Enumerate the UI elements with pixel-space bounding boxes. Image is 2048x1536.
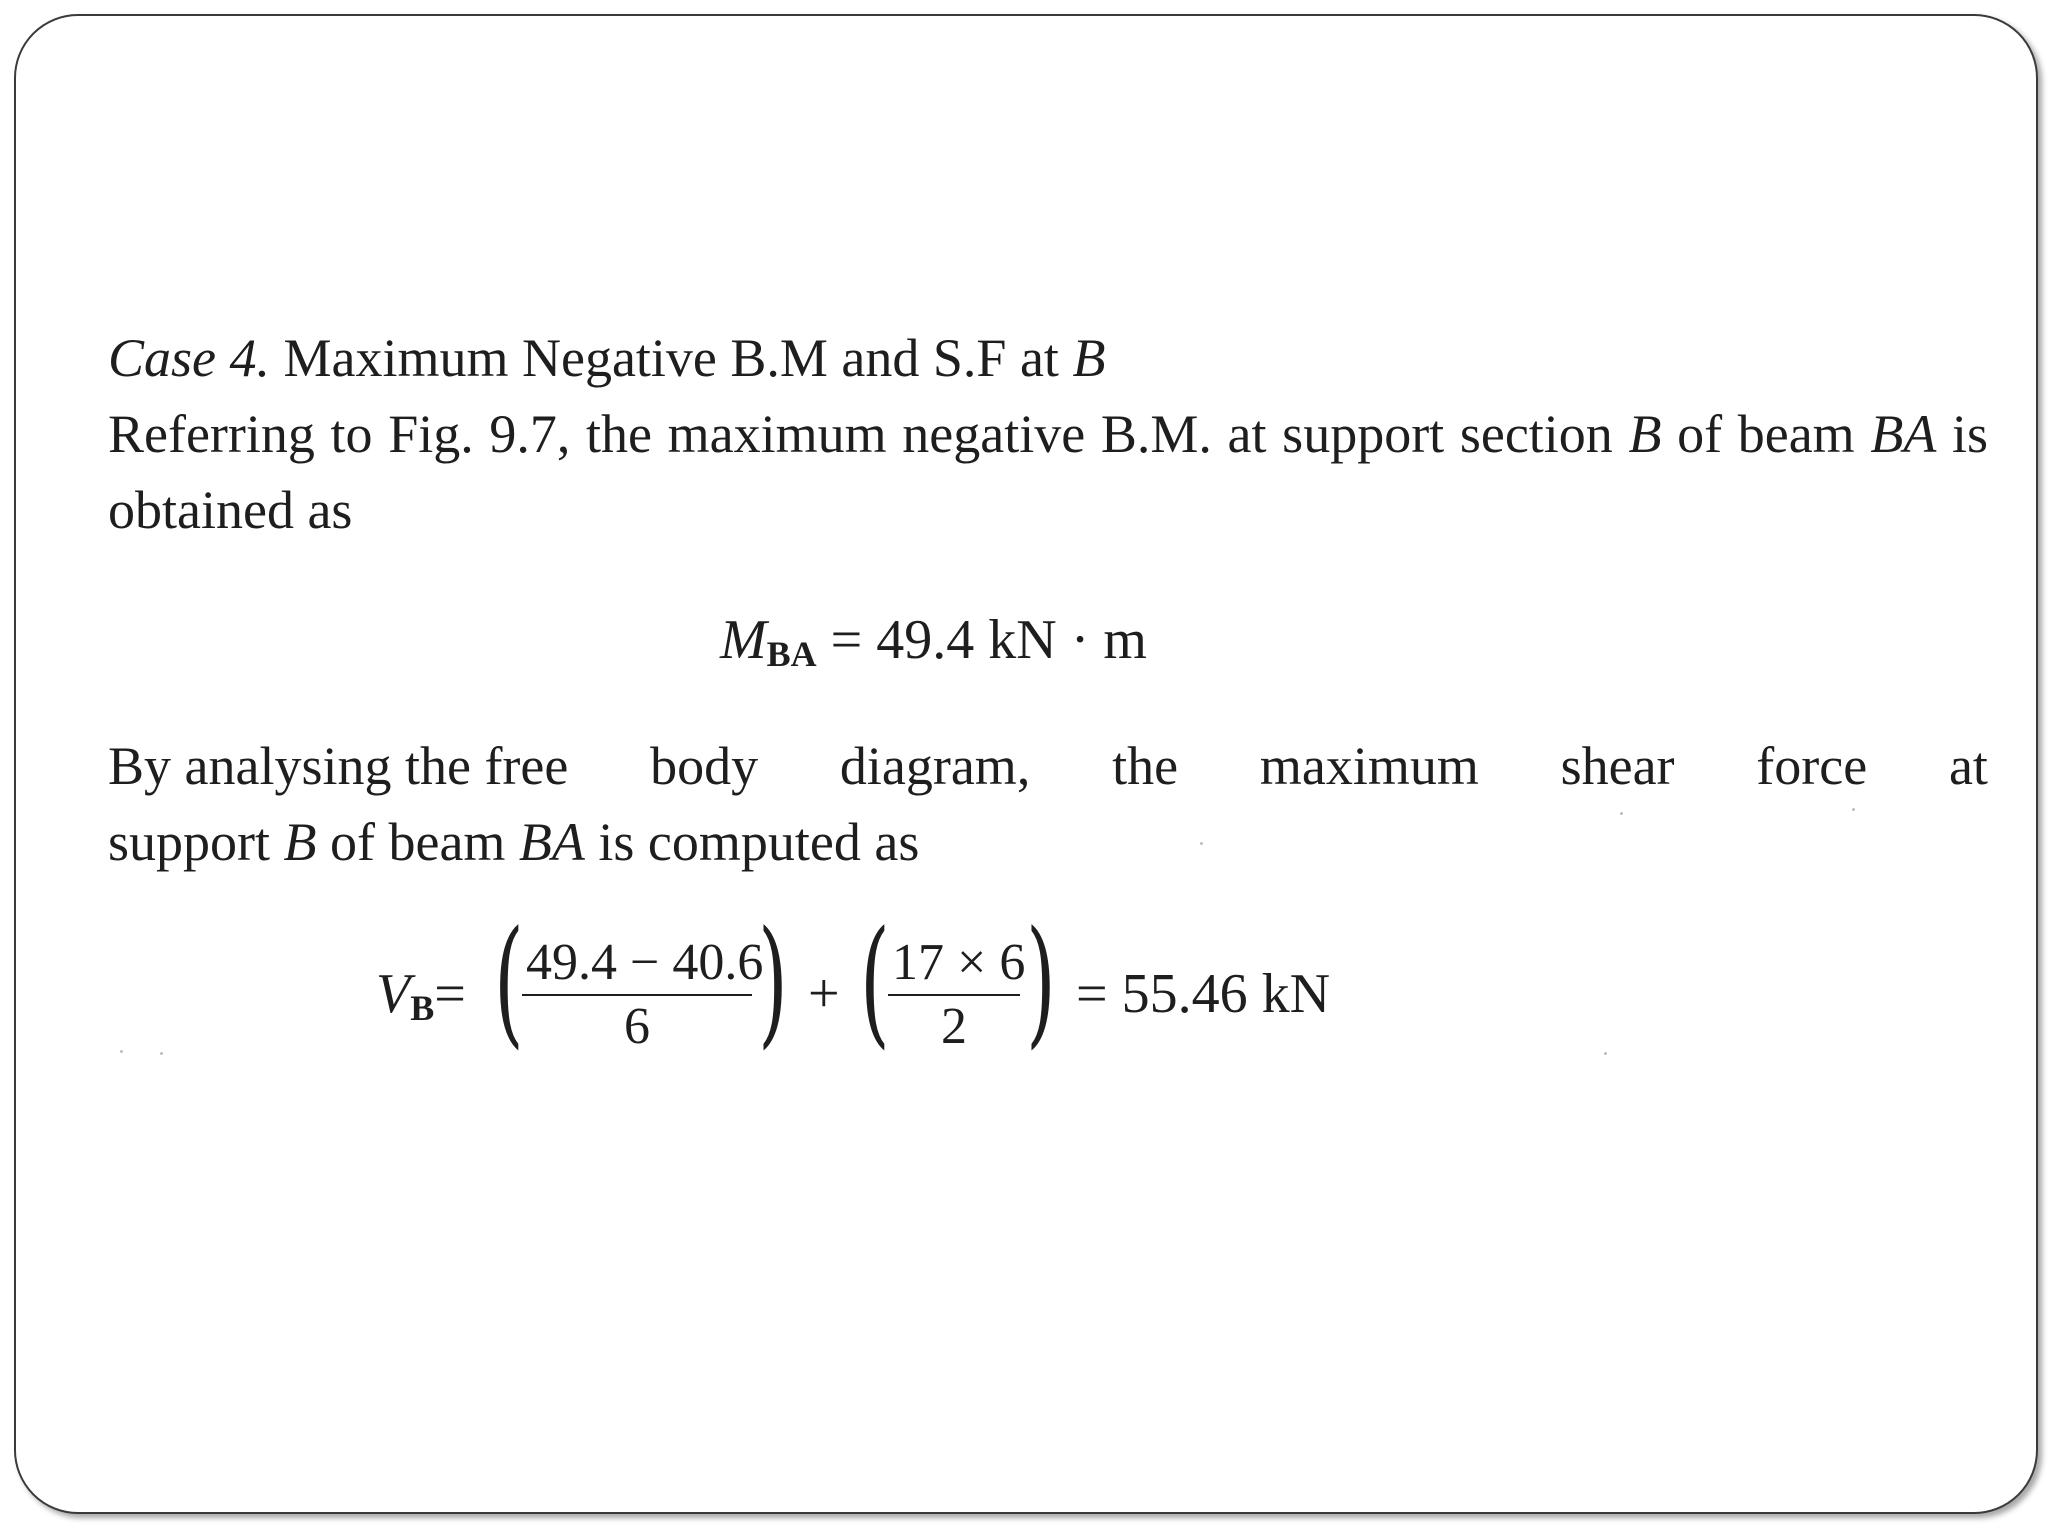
paragraph-shear-force <box>108 728 1988 880</box>
equation2-equals: = <box>434 963 466 1025</box>
left-paren-icon: ( <box>494 901 524 1062</box>
paragraph1-text-3: is obtained as <box>108 404 1989 540</box>
equation1-rhs: = 49.4 kN · m <box>830 609 1147 671</box>
equation2-result: = 55.46 kN <box>1076 963 1331 1025</box>
paragraph-bending-moment <box>108 396 1988 548</box>
paragraph2-word: maximum <box>1259 736 1479 796</box>
fraction-2-denominator: 2 <box>941 998 967 1055</box>
paragraph2-var-1: B <box>283 812 317 872</box>
equation2-symbol: V <box>376 963 411 1025</box>
paragraph2-text-1: support <box>108 812 270 872</box>
equation2-lhs <box>376 956 466 1046</box>
paragraph2-word: diagram, <box>839 736 1031 796</box>
equation1-symbol: M <box>720 609 767 671</box>
paragraph2-word: the <box>1112 736 1179 796</box>
case-title-variable: B <box>1072 328 1106 388</box>
paragraph2-word: body <box>650 736 759 796</box>
equation2-subscript: B <box>410 988 435 1028</box>
equation1-subscript: BA <box>766 634 817 674</box>
equation2-plus: + <box>808 963 840 1025</box>
paragraph1-text-1: Referring to Fig. 9.7, the maximum negative B.M. at support section <box>108 404 1613 464</box>
paragraph2-word: shear <box>1560 736 1675 796</box>
fraction-1-numerator: 49.4 − 40.6 <box>522 934 752 996</box>
case-heading <box>108 320 1988 396</box>
scan-speck <box>1620 812 1623 815</box>
paragraph2-line-1 <box>108 728 1988 804</box>
fraction-2 <box>888 934 1026 1056</box>
fraction-2-numerator: 17 × 6 <box>888 934 1020 996</box>
left-paren-icon: ( <box>860 901 890 1062</box>
paragraph1-var-2: BA <box>1870 404 1937 464</box>
scan-speck <box>160 1052 163 1055</box>
right-paren-icon: ) <box>1026 901 1056 1062</box>
paragraph2-text-2: of beam <box>330 812 506 872</box>
case-label: Case 4. <box>108 328 270 388</box>
paragraph2-line-2 <box>108 804 1988 880</box>
paragraph2-word: By analysing the free <box>108 736 569 796</box>
case-title: Maximum Negative B.M and S.F at <box>283 328 1059 388</box>
paragraph2-word: force <box>1756 736 1868 796</box>
paragraph1-text-2: of beam <box>1677 404 1855 464</box>
paragraph2-text-3: is computed as <box>598 812 920 872</box>
scan-speck <box>120 1050 123 1053</box>
right-paren-icon: ) <box>758 901 788 1062</box>
scan-speck <box>1200 842 1203 845</box>
scan-speck <box>1852 808 1855 811</box>
paragraph2-var-2: BA <box>518 812 585 872</box>
fraction-1 <box>522 934 764 1056</box>
paragraph1-var-1: B <box>1628 404 1662 464</box>
equation-moment <box>720 602 1147 692</box>
paragraph2-word: at <box>1948 736 1988 796</box>
fraction-1-denominator: 6 <box>624 998 650 1055</box>
scan-speck <box>1604 1052 1607 1055</box>
